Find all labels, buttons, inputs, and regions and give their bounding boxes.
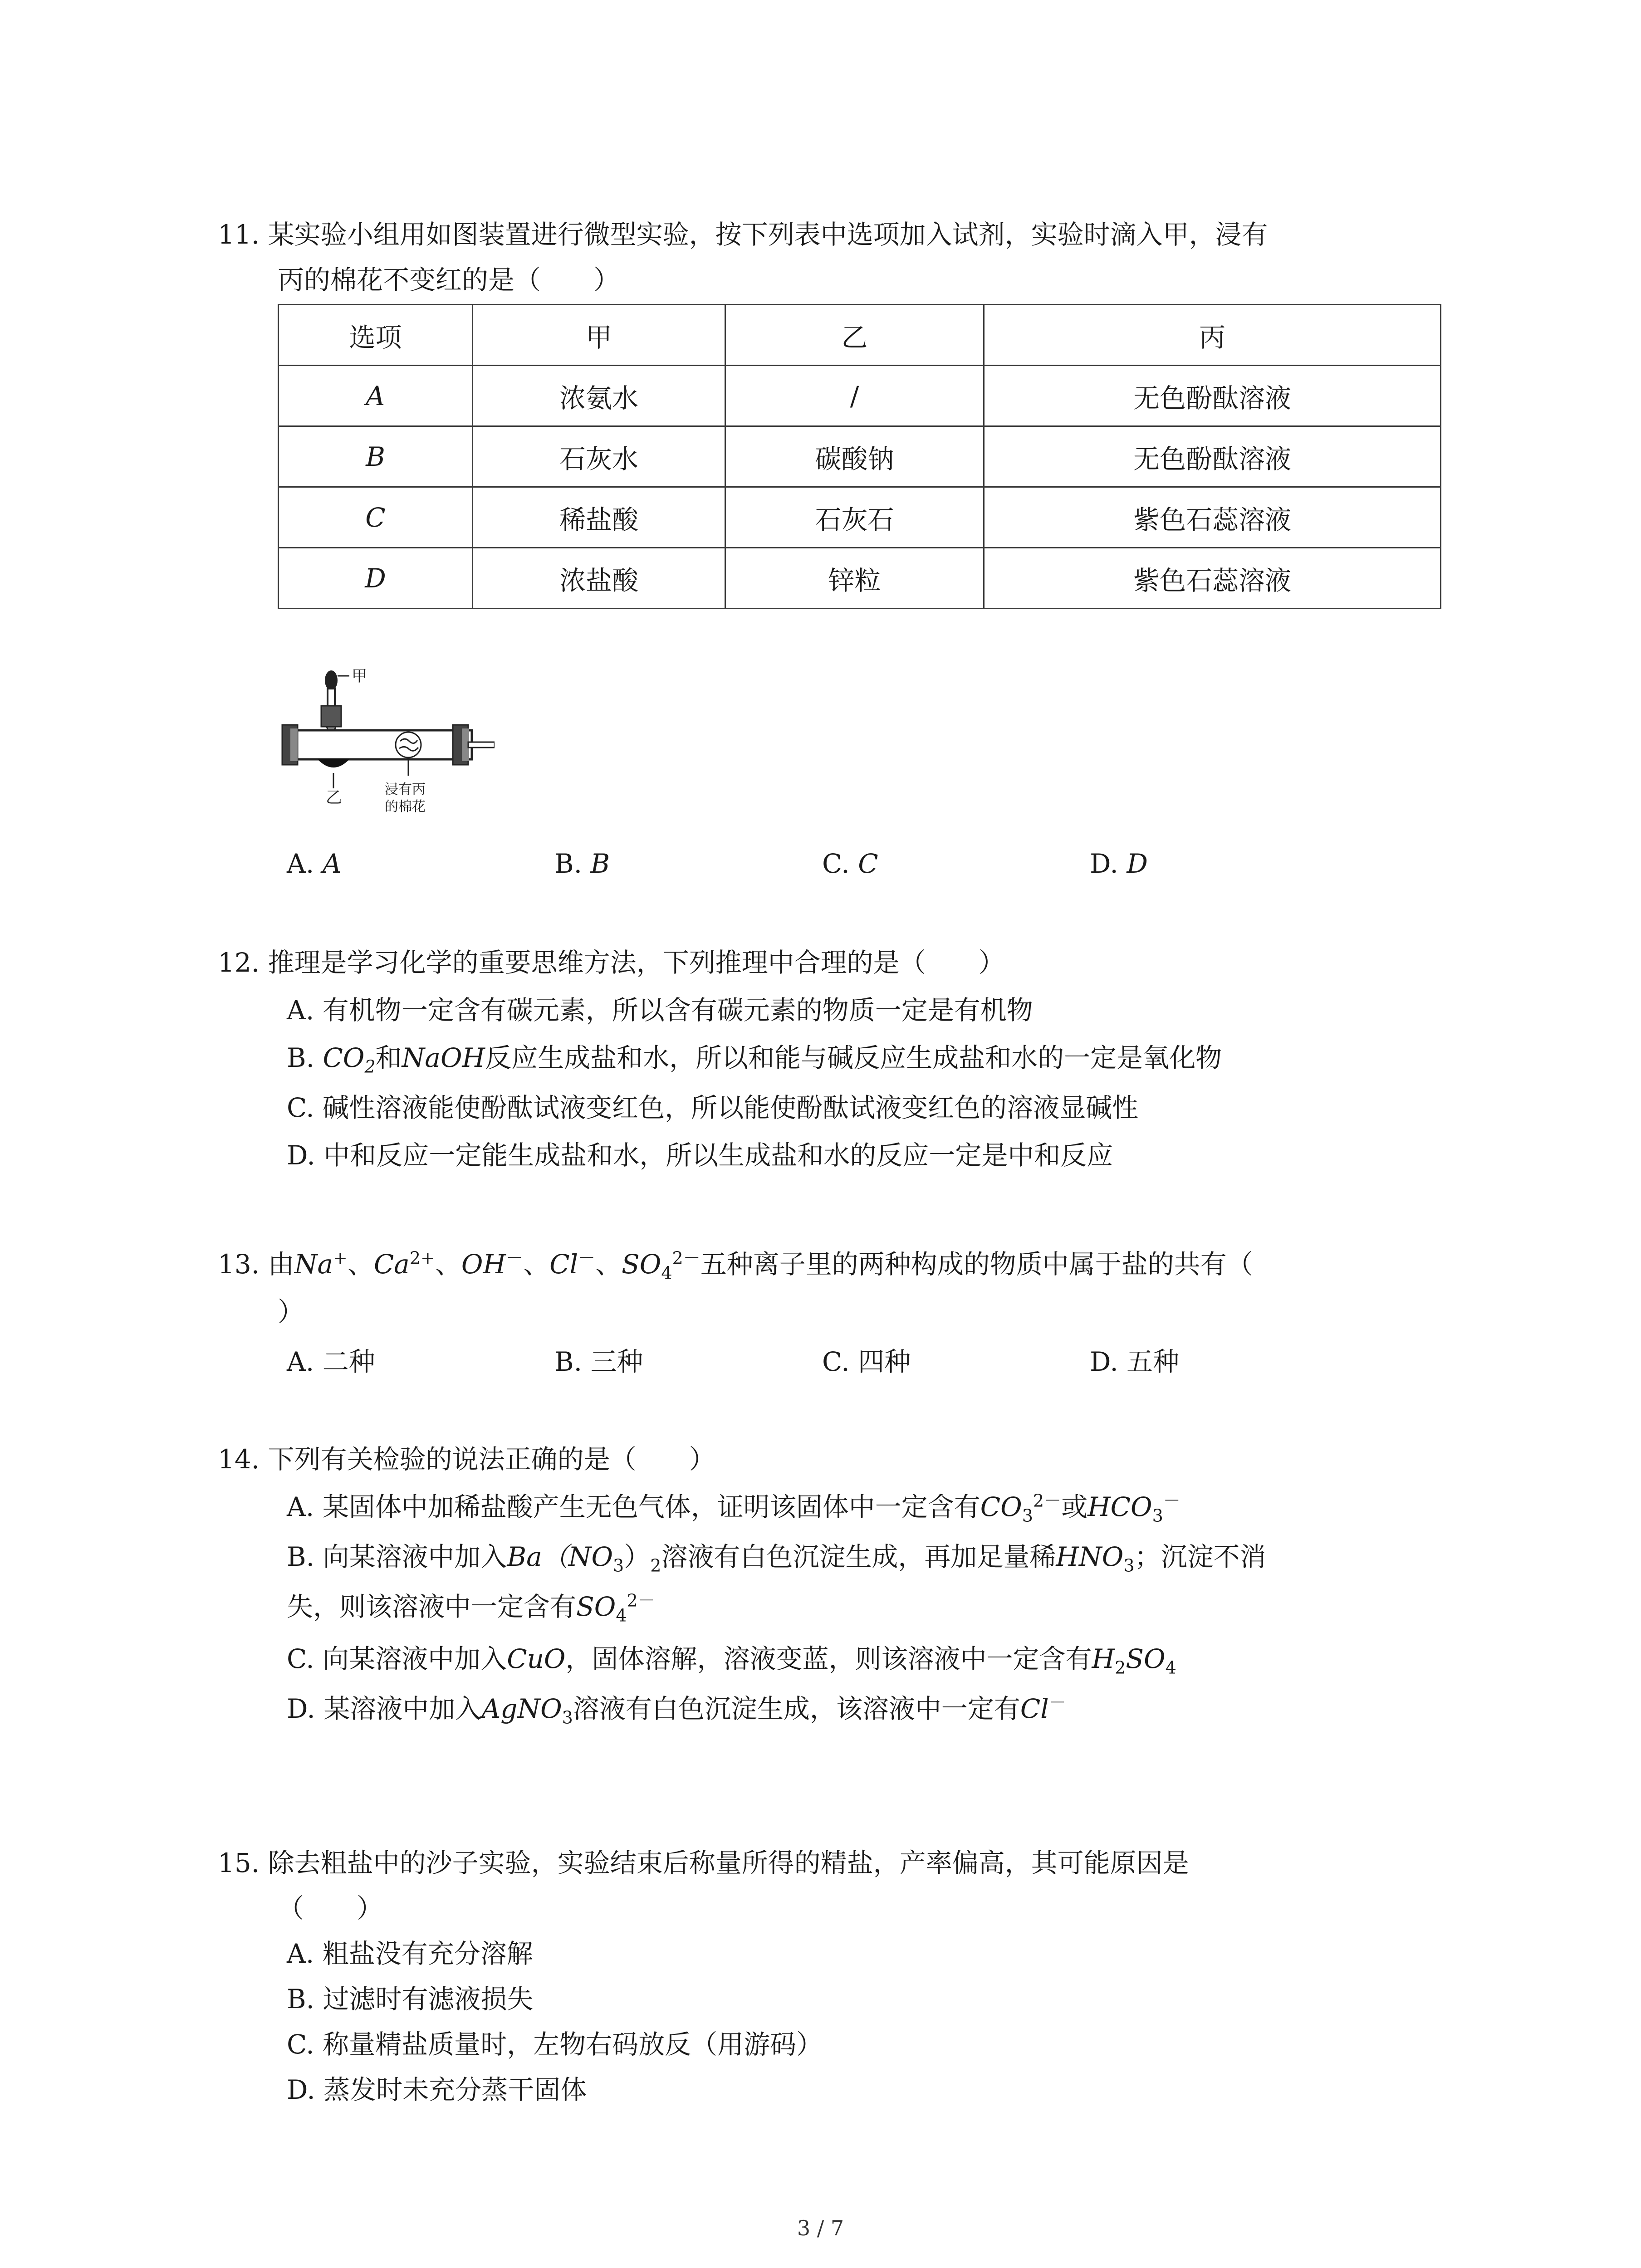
choice-value: B	[590, 848, 610, 879]
table-cell: 浓氨水	[473, 366, 725, 426]
table-cell: 浓盐酸	[473, 548, 725, 609]
page-number: 3 / 7	[797, 2216, 844, 2240]
choice-key: C.	[822, 848, 850, 879]
stem-text: 五种离子里的两种构成的物质中属于盐的共有（	[700, 1249, 1253, 1280]
ion-charge: －	[1163, 1491, 1181, 1511]
q12-option-c[interactable]: C. 碱性溶液能使酚酞试液变红色，所以能使酚酞试液变红色的溶液显碱性	[287, 1092, 1139, 1123]
choice-value: C	[858, 848, 878, 879]
table-cell: C	[279, 487, 473, 548]
label-cotton-1: 浸有丙	[385, 782, 426, 797]
table-header-cell: 乙	[725, 305, 984, 366]
table-cell: 石灰水	[473, 426, 725, 487]
q15-stem-line2: （ ）	[278, 1893, 383, 1924]
option-text: ，固体溶解，溶液变蓝，则该溶液中一定含有	[565, 1643, 1092, 1674]
q11-stem-line1: 11. 某实验小组用如图装置进行微型实验，按下列表中选项加入试剂，实验时滴入甲，浸有	[218, 219, 1268, 250]
table-cell: 碳酸钠	[725, 426, 984, 487]
ion-subscript: 4	[661, 1263, 672, 1283]
formula-cuo: CuO	[507, 1643, 566, 1674]
dropper-icon	[321, 670, 349, 739]
ion-charge: 2－	[1033, 1491, 1062, 1511]
formula-subscript: 2	[364, 1056, 376, 1077]
formula-subscript: 2	[650, 1555, 661, 1576]
table-row	[279, 548, 1441, 609]
tube-icon	[282, 725, 495, 788]
q12-option-b[interactable]	[287, 1036, 1222, 1075]
formula-subscript: 3	[562, 1707, 573, 1728]
table-row	[279, 366, 1441, 426]
ion-charge: +	[333, 1248, 348, 1268]
ion-charge: 2－	[672, 1248, 700, 1268]
q11-stem-line2: 丙的棉花不变红的是（ ）	[278, 264, 620, 295]
q14-option-d[interactable]	[287, 1687, 1066, 1728]
ion-na: Na	[294, 1249, 333, 1280]
formula-ba-no3: Ba（NO	[507, 1541, 613, 1572]
ion-so4: SO	[622, 1249, 661, 1280]
choice-key: B.	[554, 848, 583, 879]
ion-ca: Ca	[373, 1249, 410, 1280]
ion-cl: Cl	[549, 1249, 578, 1280]
formula-subscript: 4	[1165, 1657, 1176, 1678]
q13-stem	[218, 1243, 1253, 1281]
table-header-row	[279, 305, 1441, 366]
option-text: ；沉淀不消	[1134, 1541, 1266, 1572]
ion-charge: －	[1048, 1692, 1066, 1713]
q15-stem: 15. 除去粗盐中的沙子实验，实验结束后称量所得的精盐，产率偏高，其可能原因是	[218, 1848, 1189, 1878]
choice-c[interactable]: C. 四种	[822, 1346, 911, 1377]
choice-d[interactable]: D. 五种	[1090, 1346, 1180, 1377]
option-text: 或	[1061, 1491, 1088, 1522]
ion-subscript: 3	[1152, 1505, 1163, 1526]
table-header-cell: 丙	[984, 305, 1441, 366]
table-cell: /	[725, 366, 984, 426]
option-text: 和	[375, 1042, 402, 1073]
option-text: 溶液有白色沉淀生成，再加足量稀	[661, 1541, 1056, 1572]
ion-cl: Cl	[1020, 1693, 1049, 1724]
option-text: 溶液有白色沉淀生成，该溶液中一定有	[573, 1693, 1020, 1724]
separator: 、	[435, 1249, 461, 1280]
table-header-cell: 选项	[279, 305, 473, 366]
option-key: B.	[287, 1042, 323, 1073]
ion-charge: －	[578, 1248, 596, 1268]
label-cotton-2: 的棉花	[385, 799, 426, 815]
formula-hno3: HNO	[1056, 1541, 1124, 1572]
choice-key: D.	[1090, 848, 1118, 879]
q13-stem-line2: ）	[278, 1296, 304, 1327]
formula-text: CO	[323, 1042, 365, 1073]
q12-option-a[interactable]: A. 有机物一定含有碳元素，所以含有碳元素的物质一定是有机物	[287, 995, 1033, 1026]
ion-oh: OH	[461, 1249, 506, 1280]
formula-co2	[323, 1042, 376, 1077]
choice-b[interactable]	[554, 848, 610, 879]
table-row	[279, 426, 1441, 487]
option-text: C. 向某溶液中加入	[287, 1643, 507, 1674]
option-text: B. 向某溶液中加入	[287, 1541, 507, 1572]
q12-stem: 12. 推理是学习化学的重要思维方法，下列推理中合理的是（ ）	[218, 947, 1005, 978]
table-cell: 稀盐酸	[473, 487, 725, 548]
option-text: 失，则该溶液中一定含有	[287, 1591, 577, 1622]
formula-h2so4: H	[1092, 1643, 1115, 1674]
table-cell: 紫色石蕊溶液	[984, 487, 1441, 548]
stem-text: 13. 由	[218, 1249, 294, 1280]
formula-naoh: NaOH	[402, 1042, 485, 1073]
q15-option-d[interactable]: D. 蒸发时未充分蒸干固体	[287, 2074, 587, 2105]
table-cell: D	[279, 548, 473, 609]
table-cell: 紫色石蕊溶液	[984, 548, 1441, 609]
ion-charge: －	[506, 1248, 524, 1268]
formula-subscript: 3	[1123, 1555, 1135, 1576]
q15-option-a[interactable]: A. 粗盐没有充分溶解	[287, 1938, 533, 1969]
q14-stem: 14. 下列有关检验的说法正确的是（ ）	[218, 1444, 715, 1475]
separator: 、	[595, 1249, 622, 1280]
choice-b[interactable]: B. 三种	[554, 1346, 643, 1377]
table-row	[279, 487, 1441, 548]
ion-subscript: 3	[1022, 1505, 1033, 1526]
choice-key: A.	[287, 848, 314, 879]
table-cell: B	[279, 426, 473, 487]
separator: 、	[523, 1249, 550, 1280]
choice-value: A	[322, 848, 342, 879]
choice-d[interactable]	[1090, 848, 1148, 879]
table-cell: 无色酚酞溶液	[984, 426, 1441, 487]
q14-option-b-line2	[287, 1585, 655, 1626]
table-cell: 锌粒	[725, 548, 984, 609]
formula-h2so4: SO	[1126, 1643, 1166, 1674]
choice-value: D	[1127, 848, 1148, 879]
q11-reagent-table	[278, 304, 1441, 609]
label-jia: 甲	[352, 667, 367, 685]
q15-option-c[interactable]: C. 称量精盐质量时，左物右码放反（用游码）	[287, 2029, 823, 2060]
table-cell: 无色酚酞溶液	[984, 366, 1441, 426]
ion-subscript: 4	[616, 1605, 627, 1626]
table-cell: A	[279, 366, 473, 426]
option-text: A. 某固体中加稀盐酸产生无色气体，证明该固体中一定含有	[287, 1491, 980, 1522]
table-cell: 石灰石	[725, 487, 984, 548]
label-yi: 乙	[326, 788, 343, 807]
apparatus-diagram	[277, 662, 495, 839]
formula-paren: ）	[624, 1541, 651, 1572]
q14-option-c[interactable]	[287, 1637, 1176, 1676]
q14-option-a[interactable]	[287, 1486, 1181, 1524]
ion-charge: 2－	[627, 1590, 655, 1611]
q14-option-b[interactable]	[287, 1535, 1266, 1574]
formula-subscript: 2	[1115, 1657, 1126, 1678]
ion-co3: CO	[980, 1491, 1022, 1522]
formula-subscript: 3	[613, 1555, 624, 1576]
ion-so4: SO	[576, 1591, 616, 1622]
separator: 、	[347, 1249, 374, 1280]
choice-a[interactable]: A. 二种	[287, 1346, 375, 1377]
formula-agno3: AgNO	[481, 1693, 562, 1724]
q12-option-d[interactable]: D. 中和反应一定能生成盐和水，所以生成盐和水的反应一定是中和反应	[287, 1140, 1113, 1171]
option-text: D. 某溶液中加入	[287, 1693, 482, 1724]
choice-a[interactable]	[287, 848, 342, 879]
q15-option-b[interactable]: B. 过滤时有滤液损失	[287, 1984, 534, 2014]
table-header-cell: 甲	[473, 305, 725, 366]
ion-charge: 2+	[409, 1248, 435, 1268]
choice-c[interactable]	[822, 848, 878, 879]
option-text: 反应生成盐和水，所以和能与碱反应生成盐和水的一定是氧化物	[485, 1042, 1222, 1073]
ion-hco3: HCO	[1087, 1491, 1152, 1522]
